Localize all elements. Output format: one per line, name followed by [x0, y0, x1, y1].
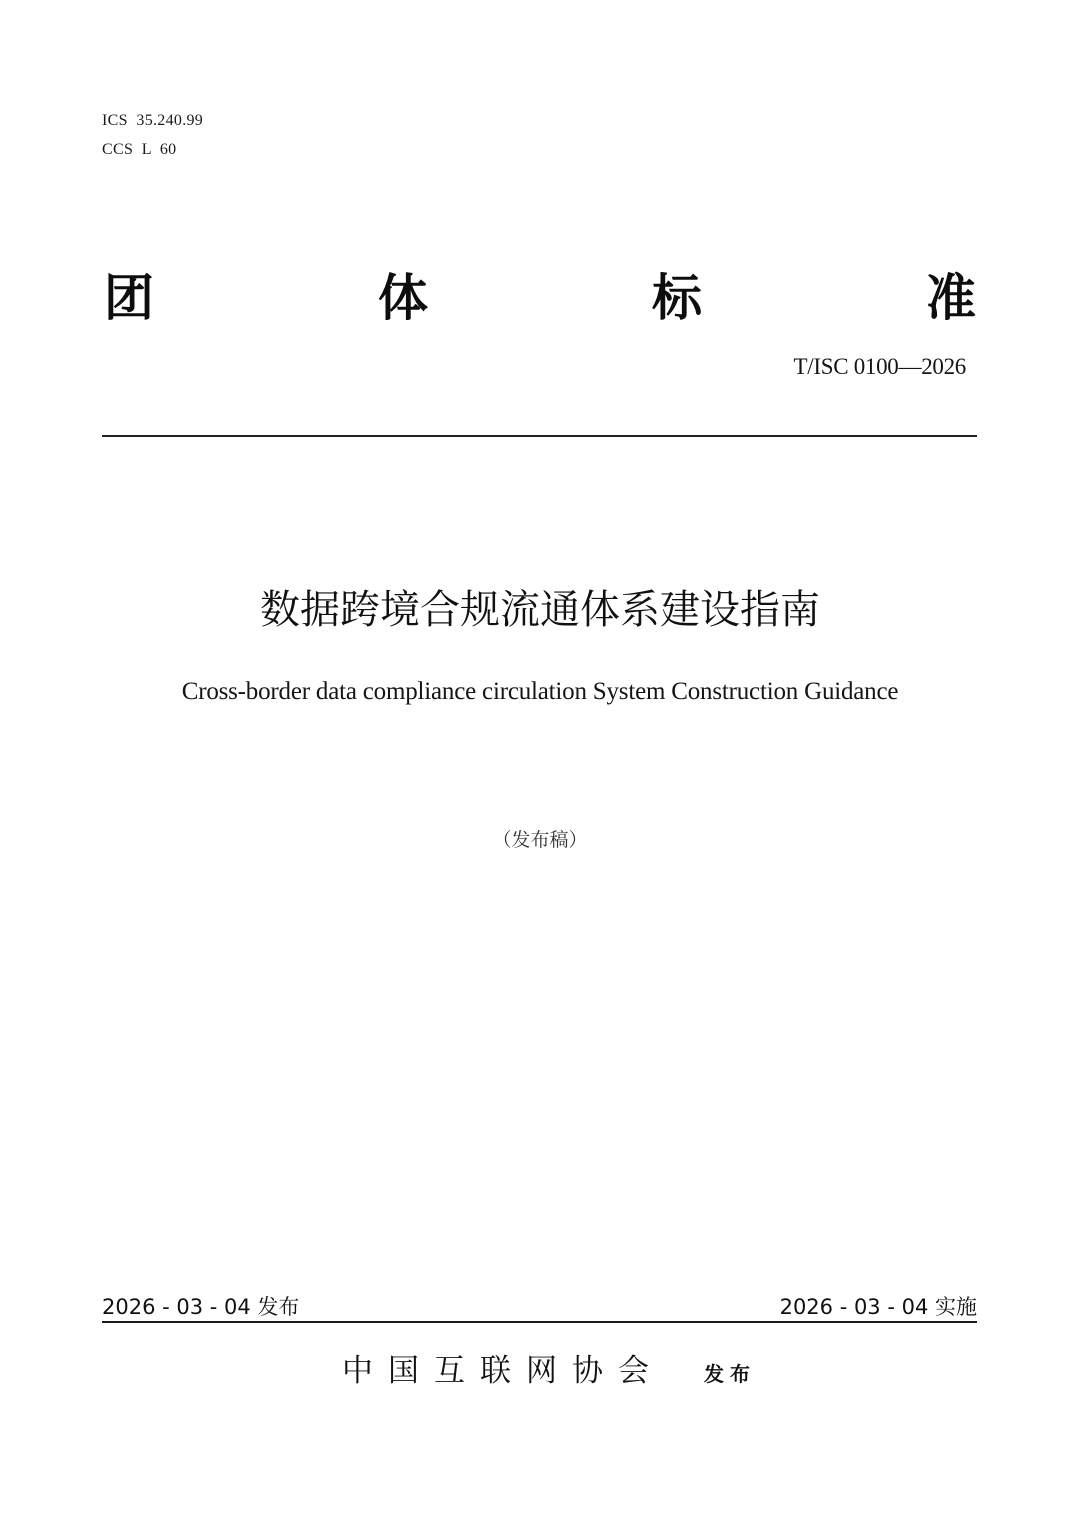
publisher-name: 中国互联网协会 [342, 1353, 664, 1389]
standard-type-char-4: 准 [926, 268, 976, 327]
publisher-action: 发布 [704, 1362, 756, 1386]
document-title-chinese: 数据跨境合规流通体系建设指南 [260, 587, 820, 633]
publish-date: 2026 - 03 - 04 发布 [102, 1295, 300, 1319]
standard-type-char-2: 体 [378, 268, 428, 327]
classification-codes [102, 106, 203, 164]
standard-type-char-3: 标 [652, 268, 702, 327]
ics-code: ICS 35.240.99 [102, 112, 204, 129]
implement-date: 2026 - 03 - 04 实施 [779, 1295, 977, 1319]
standard-number: T/ISC 0100—2026 [793, 354, 966, 379]
document-title-english: Cross-border data compliance circulation System Construction Guidance [181, 678, 899, 705]
ccs-code: CCS L 60 [102, 141, 177, 158]
draft-status-label: （发布稿） [492, 829, 588, 851]
bottom-divider [102, 1321, 977, 1323]
date-row [102, 1290, 977, 1322]
top-divider [102, 435, 977, 437]
standard-type-heading [104, 268, 976, 328]
publisher-block [342, 1348, 756, 1394]
standard-type-char-1: 团 [104, 268, 154, 327]
